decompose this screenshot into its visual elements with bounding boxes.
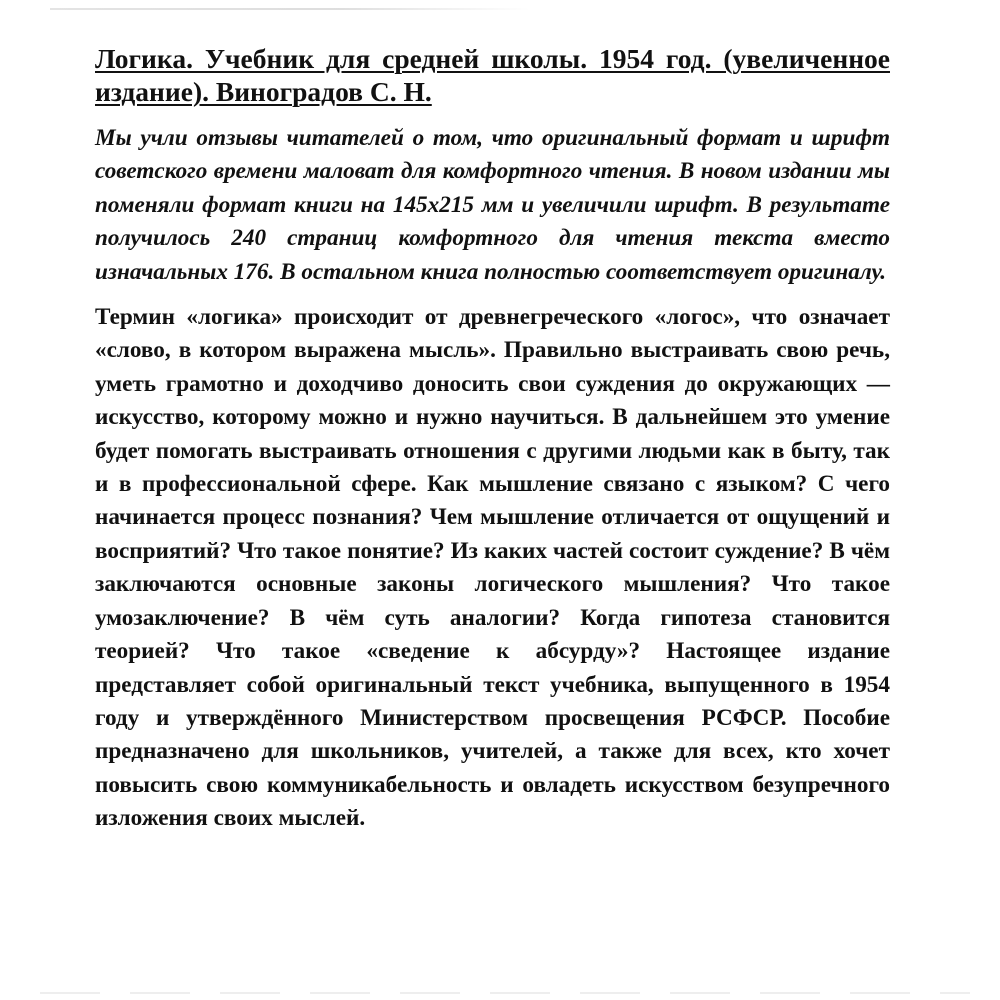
top-edge-artifact	[50, 8, 530, 10]
document-content	[95, 42, 890, 836]
book-description: Термин «логика» происходит от древнегреческого «логос», что означает «слово, в котором выражена мысль». Правильно выстраивать свою речь, уметь грамотно и доходчиво доносить свои суждения до окружающих — искусство, которому можно и нужно научиться. В дальнейшем это умение будет помогать выстраивать отношения с другими людьми как в быту, так и в профессиональной сфере. Как мышление связано с языком? С чего начинается процесс познания? Чем мышление отличается от ощущений и восприятий? Что такое понятие? Из каких частей состоит суждение? В чём заключаются основные законы логического мышления? Что такое умозаключение? В чём суть аналогии? Когда гипотеза становится теорией? Что такое «сведение к абсурду»? Настоящее издание представляет собой оригинальный текст учебника, выпущенного в 1954 году и утверждённого Министерством просвещения РСФСР. Пособие предназначено для школьников, учителей, а также для всех, кто хочет повысить свою коммуникабельность и овладеть искусством безупречного изложения своих мыслей.	[95, 304, 890, 832]
edition-note: Мы учли отзывы читателей о том, что оригинальный формат и шрифт советского времени маловат для комфортного чтения. В новом издании мы поменяли формат книги на 145х215 мм и увеличили шрифт. В результате получилось 240 страниц комфортного для чтения текста вместо изначальных 176. В остальном книга полностью соответствует оригиналу.	[95, 125, 890, 285]
bottom-edge-artifact	[40, 992, 970, 994]
book-title: Логика. Учебник для средней школы. 1954 год. (увеличенное издание). Виноградов С. Н.	[95, 43, 890, 107]
